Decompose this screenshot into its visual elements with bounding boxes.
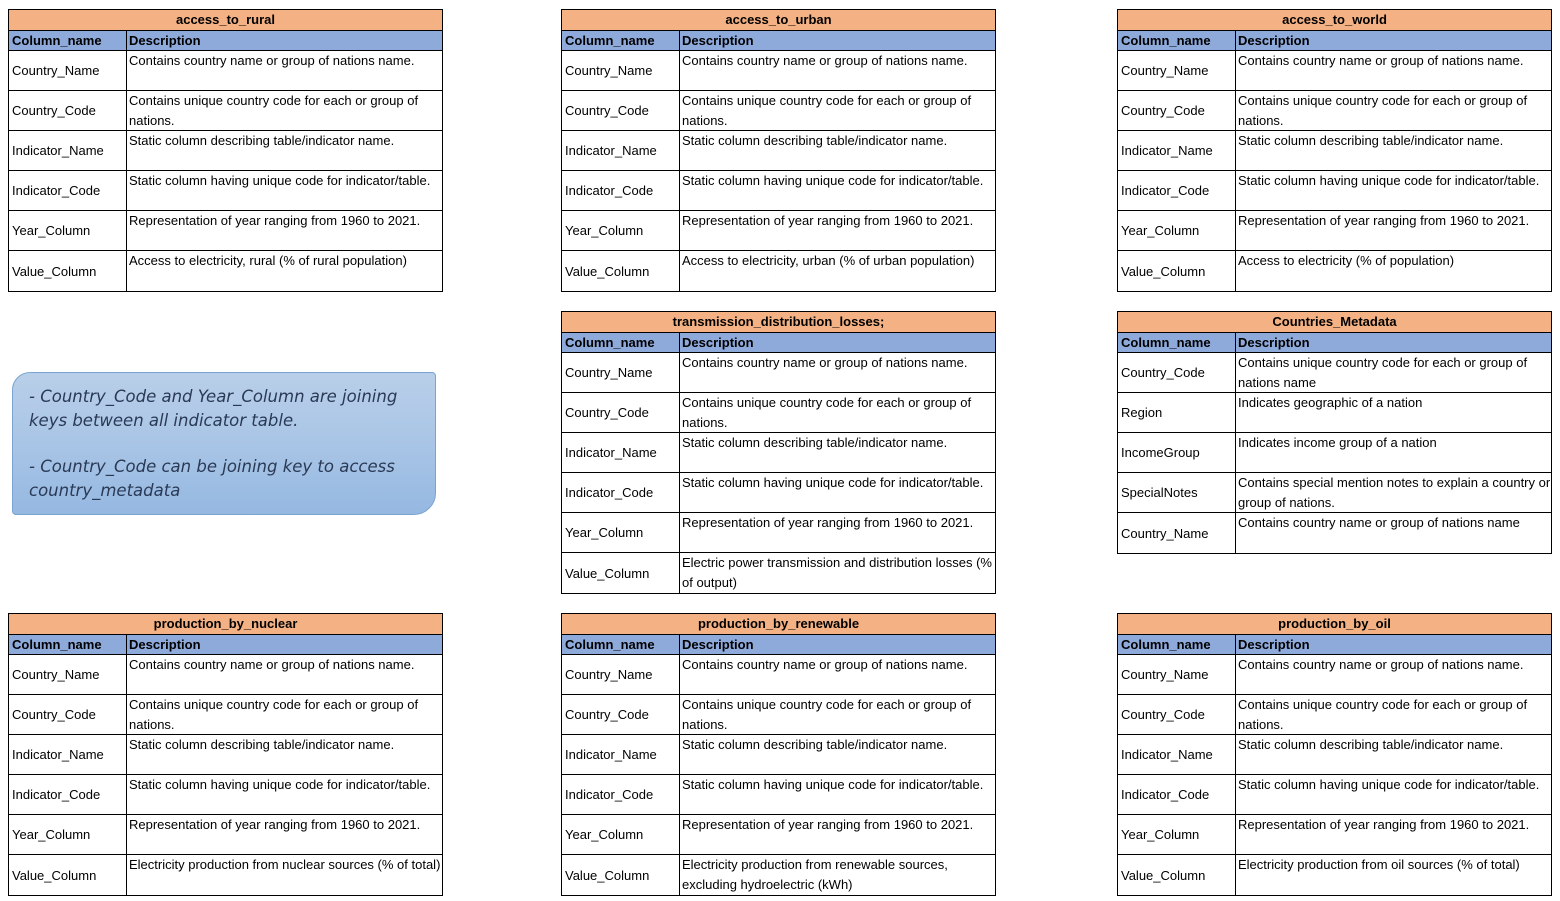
table-title: production_by_nuclear (9, 614, 442, 635)
table-row (9, 695, 442, 735)
header-description: Description (1238, 335, 1310, 350)
description-cell: Static column describing table/indicator name. (682, 737, 948, 752)
table-row (1118, 51, 1551, 91)
column-name-cell: Value_Column (1118, 251, 1236, 291)
table-row (1118, 433, 1551, 473)
column-name-cell: Country_Name (1118, 513, 1236, 553)
column-name-cell: Value_Column (562, 553, 680, 593)
description-cell: Indicates geographic of a nation (1238, 395, 1423, 410)
description-cell: Electricity production from oil sources (% of total) (1238, 857, 1520, 872)
table-row (9, 735, 442, 775)
table-metadata (1117, 311, 1552, 554)
table-title: access_to_world (1118, 10, 1551, 31)
table-row (9, 855, 442, 895)
description-cell: Contains special mention notes to explain a country or group of nations. (1238, 475, 1551, 510)
column-name-cell: Country_Name (562, 51, 680, 90)
column-name-cell: Country_Code (1118, 695, 1236, 734)
column-name-cell: Country_Name (1118, 51, 1236, 90)
description-cell: Contains country name or group of nations name. (682, 657, 968, 672)
description-cell: Representation of year ranging from 1960 to 2021. (682, 817, 974, 832)
column-name-cell: Indicator_Code (562, 775, 680, 814)
table-row (1118, 735, 1551, 775)
table-title: production_by_oil (1118, 614, 1551, 635)
table-row (9, 211, 442, 251)
description-cell: Contains unique country code for each or group of nations. (682, 395, 972, 430)
column-name-cell: Region (1118, 393, 1236, 432)
column-name-cell: Country_Code (562, 393, 680, 432)
table-row (562, 171, 995, 211)
table-nuclear (8, 613, 443, 896)
description-cell: Contains country name or group of nations name. (1238, 657, 1524, 672)
table-row (1118, 211, 1551, 251)
description-cell: Electricity production from nuclear sources (% of total) (129, 857, 441, 872)
column-name-cell: Year_Column (9, 211, 127, 250)
column-name-cell: Value_Column (9, 251, 127, 291)
table-row (9, 51, 442, 91)
description-cell: Access to electricity, rural (% of rural population) (129, 253, 407, 268)
table-title: Countries_Metadata (1118, 312, 1551, 333)
column-name-cell: Indicator_Name (1118, 131, 1236, 170)
column-name-cell: Country_Name (562, 353, 680, 392)
column-name-cell: Country_Code (562, 695, 680, 734)
header-column-name: Column_name (1118, 31, 1236, 50)
column-name-cell: Indicator_Code (562, 171, 680, 210)
description-cell: Electric power transmission and distribution losses (% of output) (682, 555, 992, 590)
header-row (1118, 31, 1551, 51)
header-row (1118, 333, 1551, 353)
column-name-cell: Value_Column (1118, 855, 1236, 895)
table-row (1118, 775, 1551, 815)
column-name-cell: Indicator_Name (562, 131, 680, 170)
header-column-name: Column_name (562, 635, 680, 654)
table-row (1118, 695, 1551, 735)
table-row (562, 855, 995, 895)
table-row (562, 815, 995, 855)
header-description: Description (129, 33, 201, 48)
table-title: production_by_renewable (562, 614, 995, 635)
table-row (562, 735, 995, 775)
header-column-name: Column_name (1118, 333, 1236, 352)
column-name-cell: Year_Column (562, 513, 680, 552)
table-row (562, 251, 995, 291)
column-name-cell: Indicator_Name (9, 735, 127, 774)
table-row (1118, 171, 1551, 211)
table-row (9, 91, 442, 131)
column-name-cell: Indicator_Code (562, 473, 680, 512)
table-row (9, 251, 442, 291)
description-cell: Static column having unique code for indicator/table. (682, 173, 984, 188)
header-column-name: Column_name (1118, 635, 1236, 654)
table-world (1117, 9, 1552, 292)
table-row (1118, 655, 1551, 695)
table-row (1118, 131, 1551, 171)
header-description: Description (129, 637, 201, 652)
table-row (562, 51, 995, 91)
table-row (1118, 513, 1551, 553)
description-cell: Static column having unique code for indicator/table. (1238, 777, 1540, 792)
table-row (9, 815, 442, 855)
table-row (9, 171, 442, 211)
column-name-cell: Country_Code (9, 695, 127, 734)
column-name-cell: Country_Code (562, 91, 680, 130)
header-description: Description (1238, 637, 1310, 652)
description-cell: Contains country name or group of nations name. (1238, 53, 1524, 68)
description-cell: Static column having unique code for indicator/table. (682, 777, 984, 792)
header-row (562, 31, 995, 51)
table-losses (561, 311, 996, 594)
description-cell: Contains unique country code for each or group of nations. (129, 93, 419, 128)
description-cell: Contains country name or group of nations name. (129, 53, 415, 68)
table-row (1118, 251, 1551, 291)
description-cell: Representation of year ranging from 1960 to 2021. (682, 213, 974, 228)
column-name-cell: Country_Name (9, 51, 127, 90)
column-name-cell: SpecialNotes (1118, 473, 1236, 512)
header-row (562, 333, 995, 353)
table-row (562, 695, 995, 735)
table-row (1118, 393, 1551, 433)
header-row (562, 635, 995, 655)
column-name-cell: Indicator_Name (562, 735, 680, 774)
description-cell: Indicates income group of a nation (1238, 435, 1437, 450)
description-cell: Contains unique country code for each or group of nations. (1238, 697, 1528, 732)
column-name-cell: Year_Column (1118, 815, 1236, 854)
table-row (9, 775, 442, 815)
column-name-cell: Indicator_Code (1118, 775, 1236, 814)
table-row (1118, 473, 1551, 513)
description-cell: Static column having unique code for indicator/table. (129, 173, 431, 188)
description-cell: Contains unique country code for each or group of nations. (682, 93, 972, 128)
table-row (1118, 815, 1551, 855)
note-line-1: - Country_Code and Year_Column are joining keys between all indicator table. (29, 387, 398, 430)
description-cell: Contains country name or group of nations name (1238, 515, 1520, 530)
description-cell: Representation of year ranging from 1960 to 2021. (682, 515, 974, 530)
description-cell: Contains unique country code for each or group of nations. (1238, 93, 1528, 128)
header-row (9, 31, 442, 51)
header-column-name: Column_name (562, 31, 680, 50)
table-row (9, 655, 442, 695)
column-name-cell: IncomeGroup (1118, 433, 1236, 472)
table-title: transmission_distribution_losses; (562, 312, 995, 333)
column-name-cell: Indicator_Code (1118, 171, 1236, 210)
column-name-cell: Country_Code (1118, 91, 1236, 130)
column-name-cell: Value_Column (562, 855, 680, 895)
table-urban (561, 9, 996, 292)
table-row (1118, 91, 1551, 131)
column-name-cell: Indicator_Code (9, 171, 127, 210)
column-name-cell: Year_Column (9, 815, 127, 854)
description-cell: Static column having unique code for indicator/table. (129, 777, 431, 792)
table-oil (1117, 613, 1552, 896)
description-cell: Static column describing table/indicator name. (129, 737, 395, 752)
description-cell: Static column having unique code for indicator/table. (682, 475, 984, 490)
description-cell: Static column describing table/indicator name. (682, 435, 948, 450)
column-name-cell: Indicator_Name (9, 131, 127, 170)
table-row (562, 131, 995, 171)
table-row (562, 353, 995, 393)
table-row (562, 513, 995, 553)
column-name-cell: Indicator_Code (9, 775, 127, 814)
table-row (562, 433, 995, 473)
table-renewable (561, 613, 996, 896)
description-cell: Representation of year ranging from 1960 to 2021. (129, 817, 421, 832)
header-description: Description (682, 335, 754, 350)
header-description: Description (682, 33, 754, 48)
table-row (9, 131, 442, 171)
description-cell: Contains country name or group of nations name. (682, 355, 968, 370)
column-name-cell: Year_Column (562, 211, 680, 250)
header-description: Description (1238, 33, 1310, 48)
description-cell: Representation of year ranging from 1960 to 2021. (1238, 213, 1530, 228)
header-column-name: Column_name (562, 333, 680, 352)
header-description: Description (682, 637, 754, 652)
description-cell: Static column having unique code for indicator/table. (1238, 173, 1540, 188)
table-title: access_to_urban (562, 10, 995, 31)
column-name-cell: Country_Code (1118, 353, 1236, 392)
table-row (562, 211, 995, 251)
note-line-2: - Country_Code can be joining key to access country_metadata (29, 457, 395, 500)
column-name-cell: Year_Column (1118, 211, 1236, 250)
description-cell: Static column describing table/indicator name. (682, 133, 948, 148)
table-row (562, 473, 995, 513)
description-cell: Representation of year ranging from 1960 to 2021. (1238, 817, 1530, 832)
column-name-cell: Country_Code (9, 91, 127, 130)
column-name-cell: Value_Column (9, 855, 127, 895)
column-name-cell: Value_Column (562, 251, 680, 291)
description-cell: Static column describing table/indicator name. (1238, 133, 1504, 148)
description-cell: Contains unique country code for each or group of nations. (682, 697, 972, 732)
table-rural (8, 9, 443, 292)
description-cell: Contains unique country code for each or group of nations. (129, 697, 419, 732)
description-cell: Representation of year ranging from 1960 to 2021. (129, 213, 421, 228)
header-column-name: Column_name (9, 31, 127, 50)
table-row (1118, 353, 1551, 393)
description-cell: Static column describing table/indicator name. (129, 133, 395, 148)
header-row (1118, 635, 1551, 655)
header-column-name: Column_name (9, 635, 127, 654)
column-name-cell: Country_Name (9, 655, 127, 694)
column-name-cell: Country_Name (1118, 655, 1236, 694)
table-row (562, 553, 995, 593)
description-cell: Static column describing table/indicator name. (1238, 737, 1504, 752)
table-row (562, 655, 995, 695)
column-name-cell: Year_Column (562, 815, 680, 854)
column-name-cell: Country_Name (562, 655, 680, 694)
description-cell: Access to electricity (% of population) (1238, 253, 1455, 268)
table-title: access_to_rural (9, 10, 442, 31)
description-cell: Contains country name or group of nations name. (129, 657, 415, 672)
join-keys-note (12, 372, 436, 515)
description-cell: Access to electricity, urban (% of urban population) (682, 253, 975, 268)
table-row (1118, 855, 1551, 895)
header-row (9, 635, 442, 655)
description-cell: Contains unique country code for each or group of nations name (1238, 355, 1528, 390)
table-row (562, 393, 995, 433)
column-name-cell: Indicator_Name (562, 433, 680, 472)
description-cell: Contains country name or group of nations name. (682, 53, 968, 68)
description-cell: Electricity production from renewable sources, excluding hydroelectric (kWh) (682, 857, 948, 892)
table-row (562, 775, 995, 815)
table-row (562, 91, 995, 131)
column-name-cell: Indicator_Name (1118, 735, 1236, 774)
